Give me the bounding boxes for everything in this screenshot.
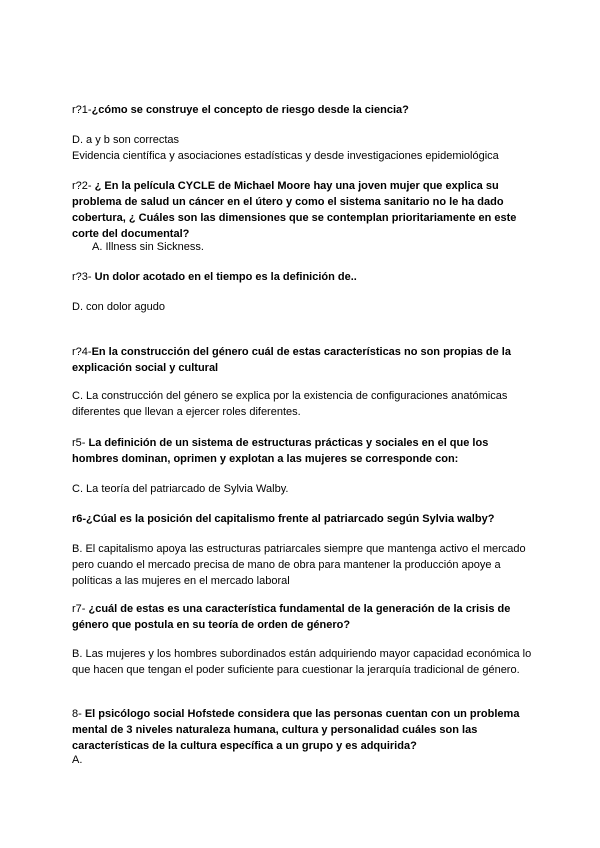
question-2 [72, 178, 532, 242]
answer-1-explanation: Evidencia científica y asociaciones estadísticas y desde investigaciones epidemiológica [72, 150, 499, 162]
answer-3: D. con dolor agudo [72, 301, 165, 313]
answer-5: C. La teoría del patriarcado de Sylvia Walby. [72, 483, 289, 495]
question-3-prefix: r?3- [72, 271, 95, 283]
question-1-text: ¿cómo se construye el concepto de riesgo desde la ciencia? [91, 104, 409, 116]
answer-1-option: D. a y b son correctas [72, 134, 179, 146]
question-7-text: ¿cuál de estas es una característica fundamental de la generación de la crisis de género que postula en su teoría de orden de género? [72, 603, 511, 631]
question-5-text: La definición de un sistema de estructuras prácticas y sociales en el que los hombres dominan, oprimen y explotan a las mujeres se corresponde con: [72, 437, 489, 465]
question-6-text: r6-¿Cúal es la posición del capitalismo frente al patriarcado según Sylvia walby? [72, 513, 495, 525]
answer-6: B. El capitalismo apoya las estructuras patriarcales siempre que mantenga activo el mercado pero cuando el mercado precisa de mano de obra para mantener la producción apoye a políticas a las mujeres en el mercado laboral [72, 543, 526, 587]
question-4-text: En la construcción del género cuál de estas características no son propias de la explicación social y cultural [72, 346, 511, 374]
question-8 [72, 706, 532, 754]
question-4 [72, 344, 532, 376]
question-7 [72, 601, 532, 633]
question-2-text: ¿ En la película CYCLE de Michael Moore hay una joven mujer que explica su problema de salud un cáncer en el útero y como el sistema sanitario no le ha dado cobertura, ¿ Cuáles son las dimensiones que se contemplan prioritariamente en este corte del documental? [72, 180, 517, 240]
question-8-text: El psicólogo social Hofstede considera que las personas cuentan con un problema mental de 3 niveles naturaleza humana, cultura y personalidad cuáles son las características de la cultura específica a un grupo y es adquirida? [72, 708, 520, 752]
question-3 [72, 269, 532, 285]
question-1 [72, 102, 532, 118]
answer-2: A. Illness sin Sickness. [92, 241, 204, 253]
answer-8: A. [72, 754, 83, 766]
question-5-prefix: r5- [72, 437, 89, 449]
question-4-prefix: r?4- [72, 346, 92, 358]
question-3-text: Un dolor acotado en el tiempo es la definición de.. [94, 271, 357, 283]
answer-7: B. Las mujeres y los hombres subordinados están adquiriendo mayor capacidad económica lo que hacen que tengan el poder suficiente para cuestionar la jerarquía tradicional de género. [72, 648, 532, 676]
question-1-prefix: r?1- [72, 104, 92, 116]
answer-4: C. La construcción del género se explica por la existencia de configuraciones anatómicas diferentes que llevan a ejercer roles diferentes. [72, 390, 508, 418]
question-6 [72, 511, 532, 527]
question-7-prefix: r7- [72, 603, 89, 615]
question-8-prefix: 8- [72, 708, 85, 720]
question-2-prefix: r?2- [72, 180, 95, 192]
question-5 [72, 435, 532, 467]
